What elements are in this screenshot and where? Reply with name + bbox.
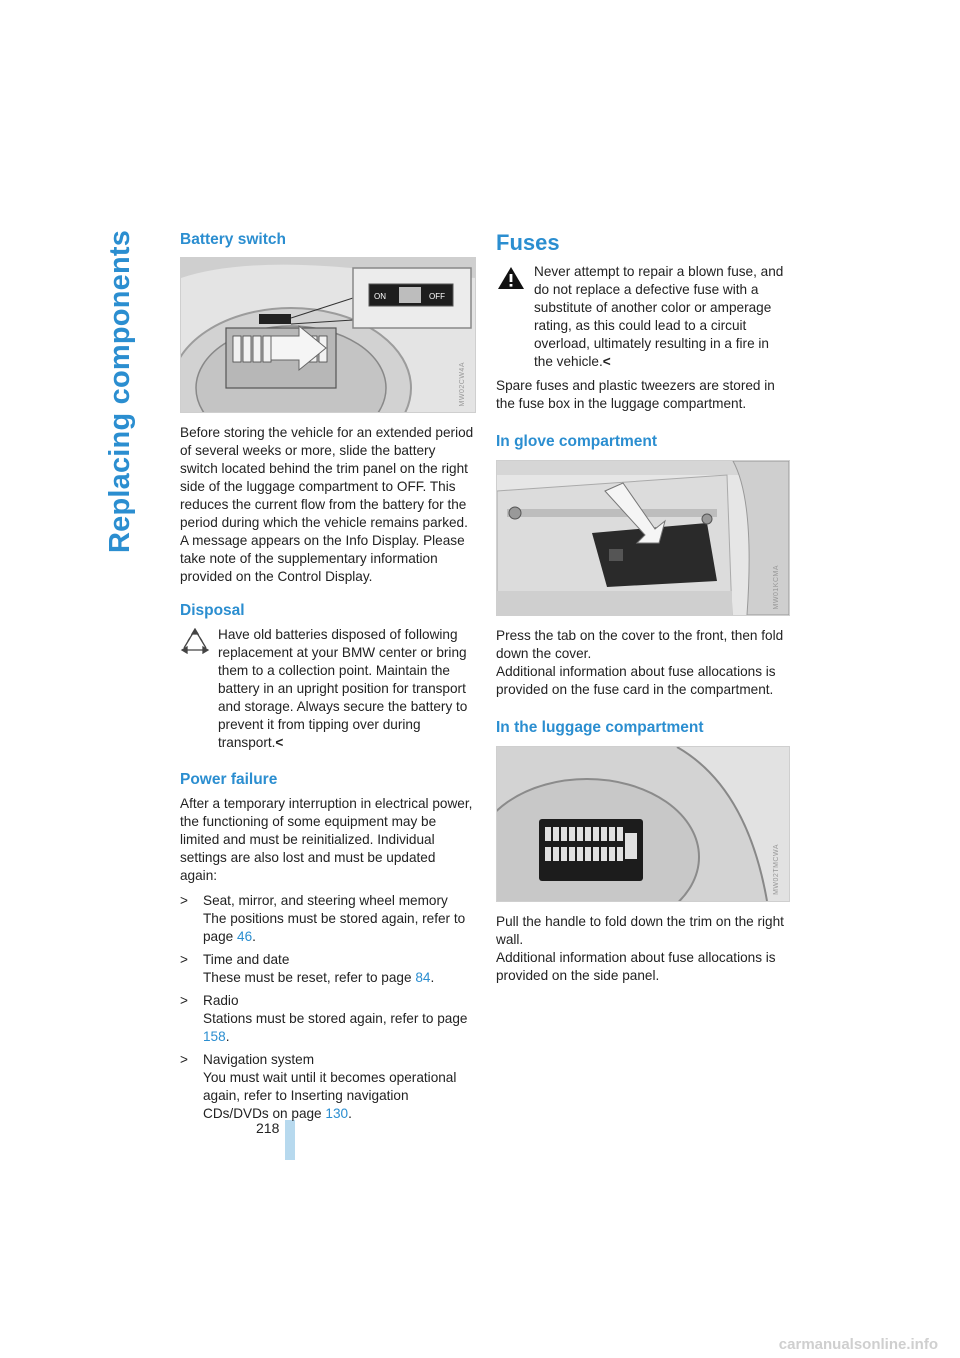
list-item-title: Seat, mirror, and steering wheel memory [203,893,448,908]
glove-heading: In glove compartment [496,433,658,450]
power-failure-heading: Power failure [180,771,278,788]
fuses-warning [496,263,790,371]
list-item [180,1051,474,1123]
glove-body-1: Press the tab on the cover to the front, then fold down the cover. [496,628,784,661]
fig-label-off: OFF [429,292,445,301]
page-number: 218 [256,1120,280,1136]
page-link[interactable]: 84 [415,970,431,985]
luggage-figure [496,746,790,902]
glove-figure [496,460,790,616]
disposal-note [180,626,474,752]
power-failure-intro: After a temporary interruption in electrical power, the functioning of some equipment may be limited and must be reinitialized. Individual settings are also lost and must be updated again: [180,796,473,883]
end-mark: < [602,354,611,369]
list-item [180,951,474,987]
disposal-body: Have old batteries disposed of following replacement at your BMW center or bring them to a collection point. Maintain the battery in an upright position for transport and storage. Always secure the battery to prevent it from tipping over during transport. [218,627,468,750]
list-item-title: Time and date [203,952,290,967]
list-item [180,992,474,1046]
battery-switch-body: Before storing the vehicle for an extended period of several weeks or more, slide the battery switch located behind the trim panel on the right side of the luggage compartment to OFF. This reduces the current flow from the battery for the period during which the vehicle remains parked. A message appears on the Info Display. Please take note of the supplementary information provided on the Control Display. [180,425,474,584]
battery-switch-figure [180,257,476,413]
fig-label-on: ON [374,292,386,301]
figure-code: MW01KCMA [773,564,780,609]
list-item [180,892,474,946]
watermark: carmanualsonline.info [778,1336,938,1353]
recycle-icon [180,628,210,654]
fuses-warning-text: Never attempt to repair a blown fuse, and do not replace a defective fuse with a substitute of another color or amperage rating, as this could lead to a circuit overload, ultimately resulting in a fire in the vehicle. [534,264,784,369]
chapter-title: Replacing components [104,230,136,554]
list-item-text: You must wait until it becomes operational again, refer to Inserting navigation CDs/DVDs on page [203,1070,457,1121]
punctuation: . [225,1029,230,1044]
disposal-heading: Disposal [180,602,245,619]
right-column [496,228,790,985]
warning-icon [496,265,526,291]
list-item-text: Stations must be stored again, refer to page [203,1011,468,1026]
punctuation: . [252,929,256,944]
fuses-heading: Fuses [496,230,560,255]
luggage-body-1: Pull the handle to fold down the trim on the right wall. [496,914,784,947]
punctuation: . [430,970,435,985]
luggage-heading: In the luggage compartment [496,719,704,736]
list-item-title: Navigation system [203,1052,315,1067]
figure-code: MW02TMCWA [773,844,780,895]
page-link[interactable]: 46 [237,929,253,944]
page-link[interactable]: 130 [325,1106,349,1121]
list-marker: > [180,1052,188,1067]
battery-switch-heading: Battery switch [180,231,286,248]
fuses-spare-text: Spare fuses and plastic tweezers are stored in the fuse box in the luggage compartment. [496,378,775,411]
punctuation: . [348,1106,352,1121]
list-marker: > [180,952,188,967]
figure-code: MW02CW4A [459,361,466,406]
list-marker: > [180,993,188,1008]
glove-body-2: Additional information about fuse allocations is provided on the fuse card in the compartment. [496,664,776,697]
end-mark: < [275,735,284,750]
list-item-title: Radio [203,993,239,1008]
list-marker: > [180,893,188,908]
luggage-body-2: Additional information about fuse allocations is provided on the side panel. [496,950,776,983]
list-item-text: These must be reset, refer to page [203,970,416,985]
left-column [180,228,474,1128]
list-item-text: The positions must be stored again, refer to page [203,911,466,944]
page-link[interactable]: 158 [203,1029,226,1044]
power-failure-list [180,892,474,1123]
